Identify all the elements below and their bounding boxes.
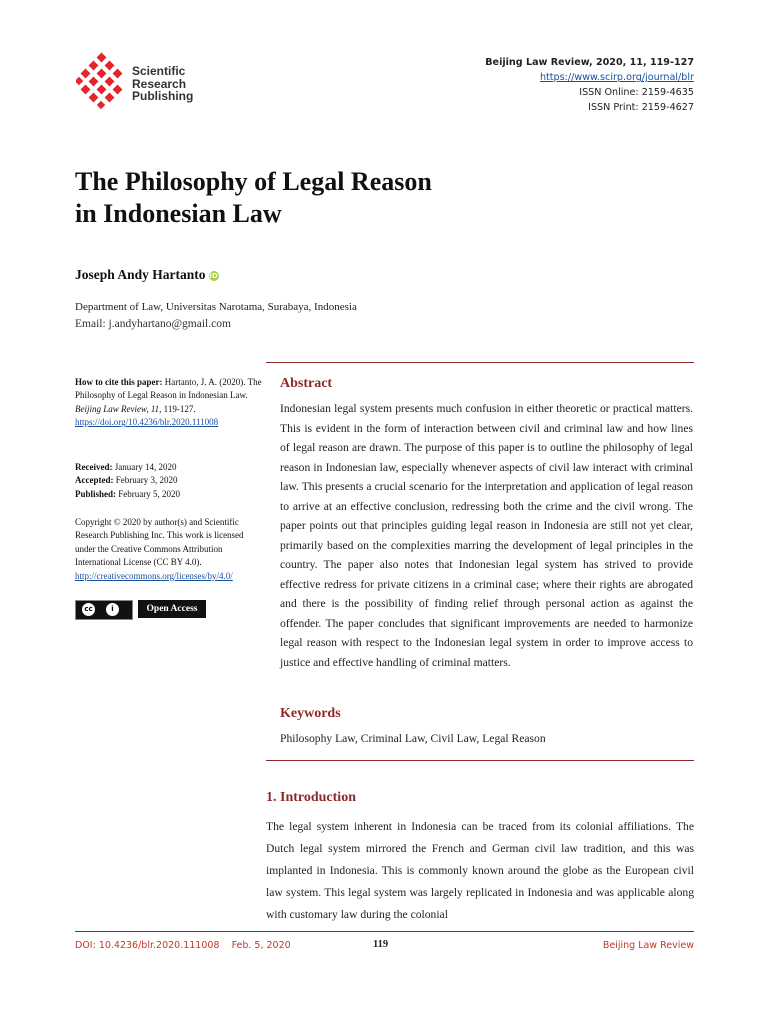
keywords-text: Philosophy Law, Criminal Law, Civil Law, Legal Reason <box>280 732 546 745</box>
abstract-text: Indonesian legal system presents much confusion in either theoretic or practical matters. This is evident in the form of interaction between civil and criminal law and how lines of legal reason are drawn. The purpose of this paper is to outline the philosophy of legal reason in Indonesian law, especially whenever aspects of civil law interact with criminal law. This presents a crucial scenario for the interpretation and application of legal reason to arrive at an effective conclusion, redressing both the crime and the civil wrong. The paper points out that principles guiding legal reason in Indonesia are still not yet clear, primarily based on the complexities marring the development of legal principles in the country. The paper also notes that Indonesian legal system has strived to provide effective redress for private citizens in a criminal case; where their rights are abrogated and there is the possibility of finding relief through personal action as against the offender. The paper concludes that significant improvements are needed to harmonize legal reason with respect to the Indonesian legal system in order to improve access to justice and effective handling of criminal matters. <box>280 402 693 669</box>
journal-citation: Beijing Law Review, 2020, 11, 119-127 <box>485 57 694 68</box>
scirp-diamond-icon <box>76 52 136 112</box>
introduction-text: The legal system inherent in Indonesia can be traced from its colonial affiliations. The Dutch legal system mirrored the French and German civil law tradition, and this was implanted in Indonesia. This is commonly known around the globe as the European civil law system. This legal system was largely replicated in Indonesia and was applicable along with customary law during the colonial <box>266 820 694 921</box>
keywords-heading: Keywords <box>280 706 341 721</box>
copyright-notice: Copyright © 2020 by author(s) and Scientific Research Publishing Inc. This work is licensed under the Creative Commons Attribution International License (CC BY 4.0). http://creativecommons.org/licenses/by/4.0/ <box>75 516 265 583</box>
doi-link[interactable]: https://doi.org/10.4236/blr.2020.111008 <box>75 417 219 428</box>
article-title: The Philosophy of Legal Reason in Indonesian Law <box>75 167 432 228</box>
footer-rule <box>75 931 694 932</box>
author-name: Joseph Andy Hartanto iD <box>75 267 218 282</box>
abstract-top-rule <box>266 362 694 363</box>
page-number: 119 <box>373 939 389 950</box>
footer-journal: Beijing Law Review <box>602 940 694 951</box>
affiliation: Department of Law, Universitas Narotama, Surabaya, Indonesia <box>75 301 357 313</box>
issn-online: ISSN Online: 2159-4635 <box>579 87 694 98</box>
publication-dates: Received: January 14, 2020 Accepted: February 3, 2020 Published: February 5, 2020 <box>75 462 181 499</box>
open-access-badge: Open Access <box>138 600 206 618</box>
journal-url-link[interactable]: https://www.scirp.org/journal/blr <box>539 72 694 83</box>
introduction-heading: 1. Introduction <box>266 790 356 805</box>
cc-by-badge[interactable] <box>75 600 133 620</box>
license-link[interactable]: http://creativecommons.org/licenses/by/4.0/ <box>75 570 233 581</box>
author-email: Email: j.andyhartano@gmail.com <box>75 318 231 330</box>
by-person-icon: i <box>106 603 119 616</box>
cc-icon: cc <box>82 603 95 616</box>
publisher-name: Scientific Research Publishing <box>132 64 194 103</box>
orcid-icon[interactable]: iD <box>209 272 218 280</box>
how-to-cite: How to cite this paper: Hartanto, J. A. (2020). The Philosophy of Legal Reason in Indonesian Law. Beijing Law Review, 11, 119-127. https://doi.org/10.4236/blr.2020.111008 <box>75 377 262 428</box>
keywords-bottom-rule <box>266 760 694 761</box>
journal-info <box>485 55 694 115</box>
publisher-logo <box>76 52 206 112</box>
footer-doi: DOI: 10.4236/blr.2020.111008 Feb. 5, 2020 <box>75 940 291 951</box>
issn-print: ISSN Print: 2159-4627 <box>588 102 694 113</box>
abstract-heading: Abstract <box>280 376 333 391</box>
